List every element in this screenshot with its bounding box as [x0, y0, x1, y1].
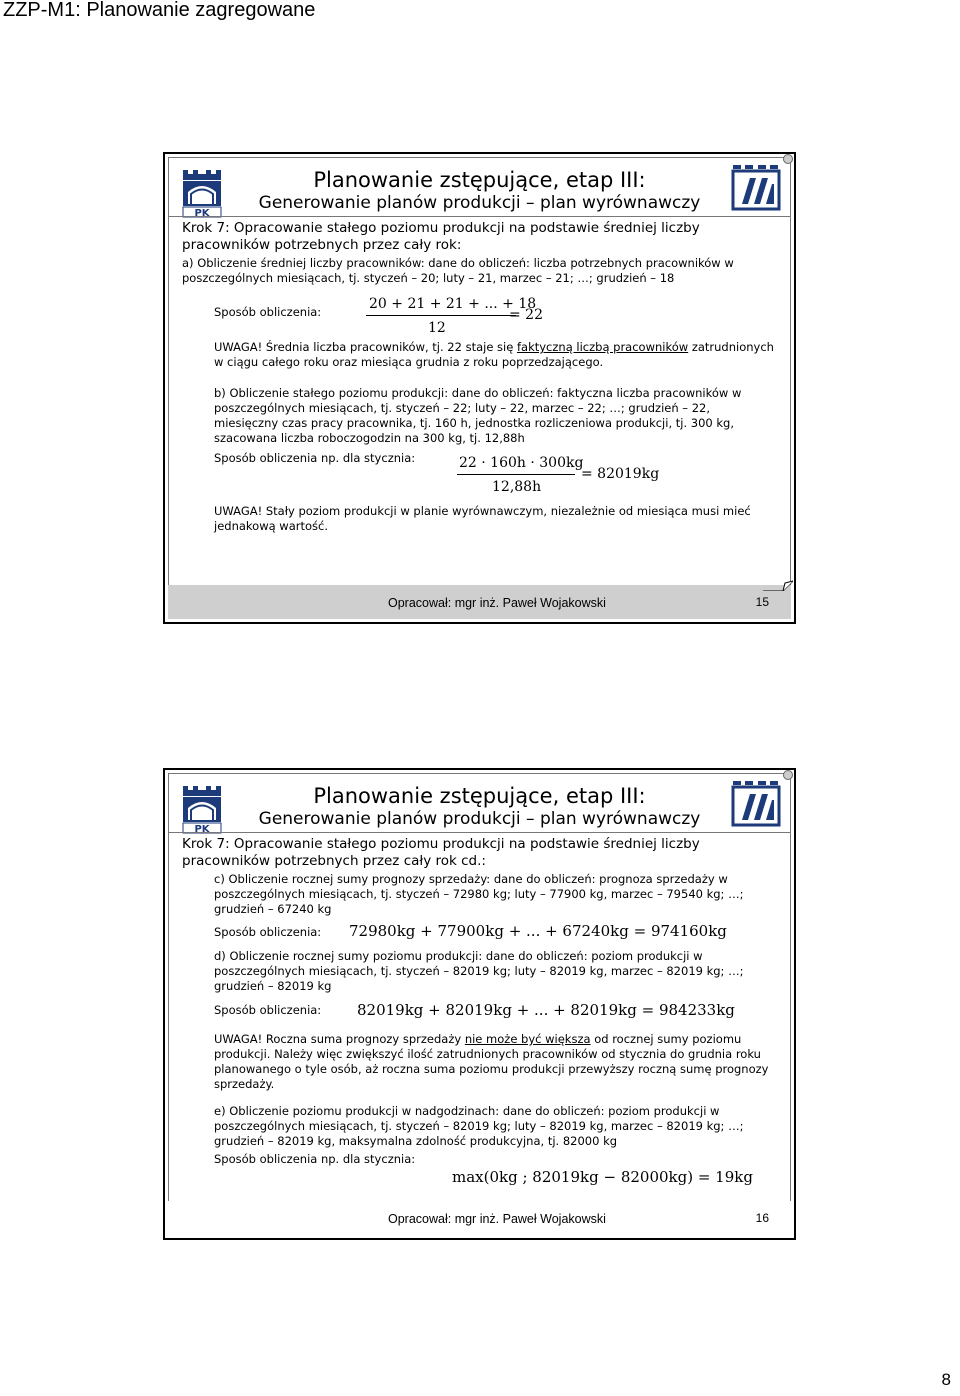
- slide-title: Planowanie zstępujące, etap III:: [313, 168, 646, 192]
- step-heading-line1: Krok 7: Opracowanie stałego poziomu produkcji na podstawie średniej liczby: [182, 220, 700, 236]
- slide-16: [163, 768, 796, 1240]
- formula-b-numerator: 22 · 160h · 300kg: [459, 455, 584, 471]
- svg-text:PK: PK: [194, 824, 210, 834]
- step-heading-line1: Krok 7: Opracowanie stałego poziomu produkcji na podstawie średniej liczby: [182, 836, 700, 852]
- point-e-text: e) Obliczenie poziomu produkcji w nadgodzinach: dane do obliczeń: poziom produkcji w poszczególnych miesiącach, tj. styczeń – 82019 kg; luty – 82019 kg, marzec – 82019 kg; …; grudzień – 82019 kg, maksymalna zdolność produkcyjna, tj. 82000 kg: [214, 1104, 744, 1148]
- step-heading-line2: pracowników potrzebnych przez cały rok cd.:: [182, 853, 486, 869]
- point-d-label: Sposób obliczenia:: [214, 1003, 322, 1017]
- slide-subtitle: Generowanie planów produkcji – plan wyrównawczy: [258, 193, 701, 213]
- slide-title: Planowanie zstępujące, etap III:: [313, 784, 646, 808]
- svg-text:PK: PK: [194, 208, 210, 218]
- page-number: 8: [941, 1370, 951, 1389]
- point-b-text: b) Obliczenie stałego poziomu produkcji: dane do obliczeń: faktyczna liczba pracowników w poszczególnych miesiącach, tj. styczeń – 22; luty – 22, marzec – 22; …; grudzień – 22, miesięczny czas pracy pracownika, tj. 160 h, jednostka rozliczeniowa produkcji, tj. 300 kg, szacowana liczba roboczogodzin na 300 kg, tj. 12,88h: [214, 386, 742, 445]
- point-a-text: a) Obliczenie średniej liczby pracowników: dane do obliczeń: liczba potrzebnych pracowników w poszczególnych miesiącach, tj. styczeń – 20; luty – 21, marzec – 21; …; grudzień – 18: [182, 256, 734, 285]
- formula-a-denominator: 12: [428, 320, 446, 336]
- point-d-text: d) Obliczenie rocznej sumy poziomu produkcji: dane do obliczeń: poziom produkcji w poszczególnych miesiącach, tj. styczeń – 82019 kg; luty – 82019 kg, marzec – 82019 kg; …; grudzień – 82019 kg: [214, 949, 744, 993]
- warning-1: UWAGA! Średnia liczba pracowników, tj. 22 staje się faktyczną liczbą pracowników zatrudnionych w ciągu całego roku oraz miesiąca grudnia z roku poprzedzającego.: [214, 340, 774, 369]
- formula-b-result: = 82019kg: [581, 466, 660, 482]
- formula-e: max(0kg ; 82019kg − 82000kg) = 19kg: [452, 1168, 753, 1186]
- slide-frame: [168, 157, 791, 619]
- slide-footer: [168, 585, 791, 619]
- slide-15: [163, 152, 796, 624]
- formula-b-fraction-line: [457, 474, 575, 475]
- point-e-label: Sposób obliczenia np. dla stycznia:: [214, 1152, 416, 1166]
- header-divider: [169, 832, 790, 833]
- formula-a-fraction-line: [366, 315, 516, 316]
- footer-author: Opracował: mgr inż. Paweł Wojakowski: [388, 596, 606, 610]
- document-title: ZZP-M1: Planowanie zagregowane: [3, 0, 316, 21]
- header-divider: [169, 216, 790, 217]
- warning-2: UWAGA! Stały poziom produkcji w planie wyrównawczym, niezależnie od miesiąca musi mieć jednakową wartość.: [214, 504, 751, 533]
- formula-d: 82019kg + 82019kg + ... + 82019kg = 984233kg: [357, 1001, 735, 1019]
- formula-a-result: = 22: [509, 307, 543, 323]
- step-heading-line2: pracowników potrzebnych przez cały rok:: [182, 237, 462, 253]
- footer-author: Opracował: mgr inż. Paweł Wojakowski: [388, 1212, 606, 1226]
- point-a-label: Sposób obliczenia:: [214, 305, 322, 319]
- point-b-label: Sposób obliczenia np. dla stycznia:: [214, 451, 416, 465]
- warning-3: UWAGA! Roczna suma prognozy sprzedaży nie może być większa od rocznej sumy poziomu produkcji. Należy więc zwiększyć ilość zatrudnionych pracowników od stycznia do grudnia roku planowanego o tyle osób, aż roczna suma poziomu produkcji przewyższy roczną sumę prognozy sprzedaży.: [214, 1032, 769, 1091]
- point-c-text: c) Obliczenie rocznej sumy prognozy sprzedaży: dane do obliczeń: prognoza sprzedaży w poszczególnych miesiącach, tj. styczeń – 72980 kg; luty – 77900 kg, marzec – 79540 kg; …; grudzień – 67240 kg: [214, 872, 744, 916]
- formula-b-denominator: 12,88h: [492, 479, 542, 495]
- corner-dot-icon: [783, 154, 793, 164]
- page-corner-icon: [763, 575, 793, 591]
- slide-subtitle: Generowanie planów produkcji – plan wyrównawczy: [258, 809, 701, 829]
- slide-number: 16: [755, 1211, 769, 1225]
- point-c-label: Sposób obliczenia:: [214, 925, 322, 939]
- slide-footer: [168, 1201, 791, 1235]
- slide-number: 15: [755, 595, 769, 609]
- corner-dot-icon: [783, 770, 793, 780]
- slide-frame: [168, 773, 791, 1235]
- formula-c: 72980kg + 77900kg + ... + 67240kg = 974160kg: [349, 922, 727, 940]
- formula-a-numerator: 20 + 21 + 21 + ... + 18: [369, 296, 537, 312]
